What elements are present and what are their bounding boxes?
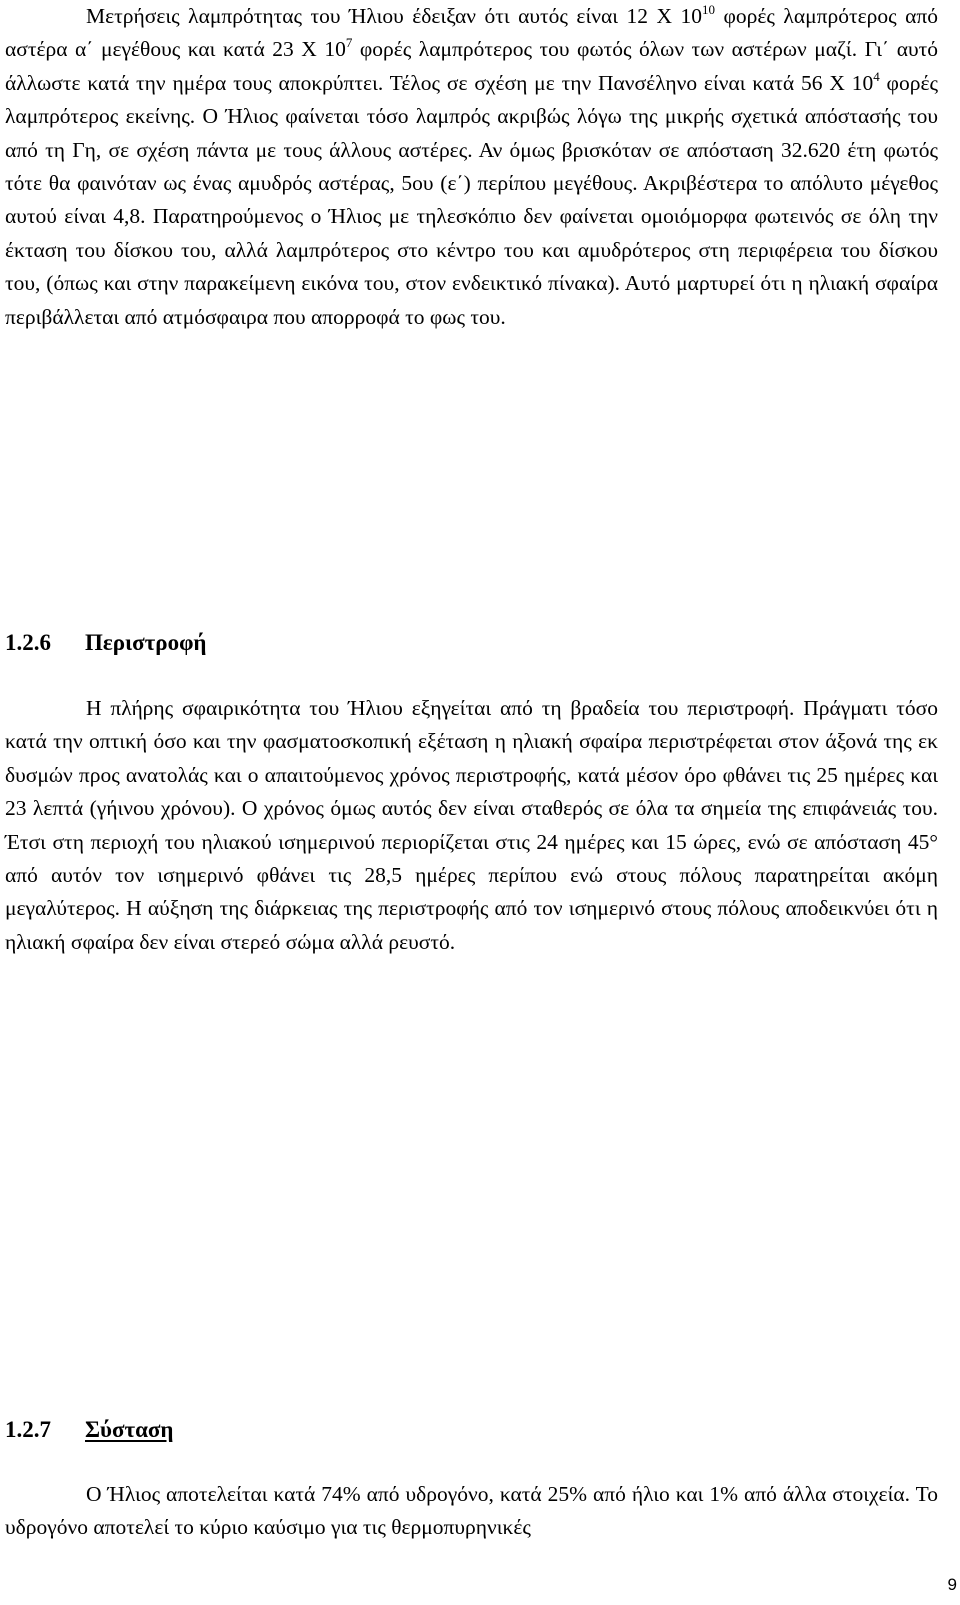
exponent-10: 10 (702, 2, 716, 17)
brightness-text-a: Μετρήσεις λαμπρότητας του Ήλιου έδειξαν ότι αυτός είναι 12 Χ 10 (86, 4, 703, 28)
brightness-text-d: φορές λαμπρότερος εκείνης. Ο Ήλιος φαίνεται τόσο λαμπρός ακριβώς λόγω της μικρής σχετικά απόστασής του από τη Γη, σε σχέση πάντα με τους άλλους αστέρες. Αν όμως βρισκόταν σε απόσταση 32.620 έτη φωτός τότε θα φαινόταν ως ένας αμυδρός αστέρας, 5ου (ε΄) περίπου μεγέθους. Ακριβέστερα το απόλυτο μέγεθος αυτού είναι 4,8. Παρατηρούμενος ο Ήλιος με τηλεσκόπιο δεν φαίνεται ομοιόμορφα φωτεινός σε όλη την έκταση του δίσκου του, αλλά λαμπρότερος στο κέντρο του και αμυδρότερος στη περιφέρεια του δίσκου του, (όπως και στην παρακείμενη εικόνα του, στον ενδεικτικό πίνακα). Αυτό μαρτυρεί ότι η ηλιακή σφαίρα περιβάλλεται από ατμόσφαιρα που απορροφά το φως του. (5, 70, 938, 329)
composition-paragraph: Ο Ήλιος αποτελείται κατά 74% από υδρογόνο, κατά 25% από ήλιο και 1% από άλλα στοιχεία. Το υδρογόνο αποτελεί το κύριο καύσιμο για τις θερμοπυρηνικές (5, 1482, 938, 1540)
document-page (5, 0, 938, 1605)
composition-section-title: Σύσταση (85, 1417, 174, 1442)
rotation-section-title: Περιστροφή (85, 630, 207, 655)
rotation-section-number: 1.2.6 (5, 630, 51, 655)
page-number: 9 (947, 1575, 957, 1594)
rotation-heading (5, 628, 207, 658)
brightness-paragraph (5, 0, 938, 334)
composition-section-number: 1.2.7 (5, 1417, 51, 1442)
composition-heading (5, 1415, 174, 1445)
brightness-text-b: φορές λαμπρότερος από αστέρα α΄ μεγέθους και κατά 23 Χ 10 (5, 4, 938, 62)
brightness-text-c: φορές λαμπρότερος του φωτός όλων των αστέρων μαζί. Γι΄ αυτό άλλωστε κατά την ημέρα τους αποκρύπτει. Τέλος σε σχέση με την Πανσέληνο είναι κατά 56 Χ 10 (5, 37, 938, 95)
exponent-7: 7 (345, 35, 353, 51)
exponent-4: 4 (873, 68, 880, 84)
rotation-paragraph: Η πλήρης σφαιρικότητα του Ήλιου εξηγείται από τη βραδεία του περιστροφή. Πράγματι τόσο κατά την οπτική όσο και την φασματοσκοπική εξέταση η ηλιακή σφαίρα περιστρέφεται στον άξονά της εκ δυσμών προς ανατολάς και ο απαιτούμενος χρόνος περιστροφής, κατά μέσον όρο φθάνει τις 25 ημέρες και 23 λεπτά (γήινου χρόνου). Ο χρόνος όμως αυτός δεν είναι σταθερός σε όλα τα σημεία της επιφάνειάς του. Έτσι στη περιοχή του ηλιακού ισημερινού περιορίζεται στις 24 ημέρες και 15 ώρες, ενώ σε απόσταση 45° από αυτόν τον ισημερινό φθάνει τις 28,5 ημέρες περίπου ενώ στους πόλους παρατηρείται ακόμη μεγαλύτερος. Η αύξηση της διάρκειας της περιστροφής από τον ισημερινό στους πόλους αποδεικνύει ότι η ηλιακή σφαίρα δεν είναι στερεό σώμα αλλά ρευστό. (5, 696, 938, 954)
